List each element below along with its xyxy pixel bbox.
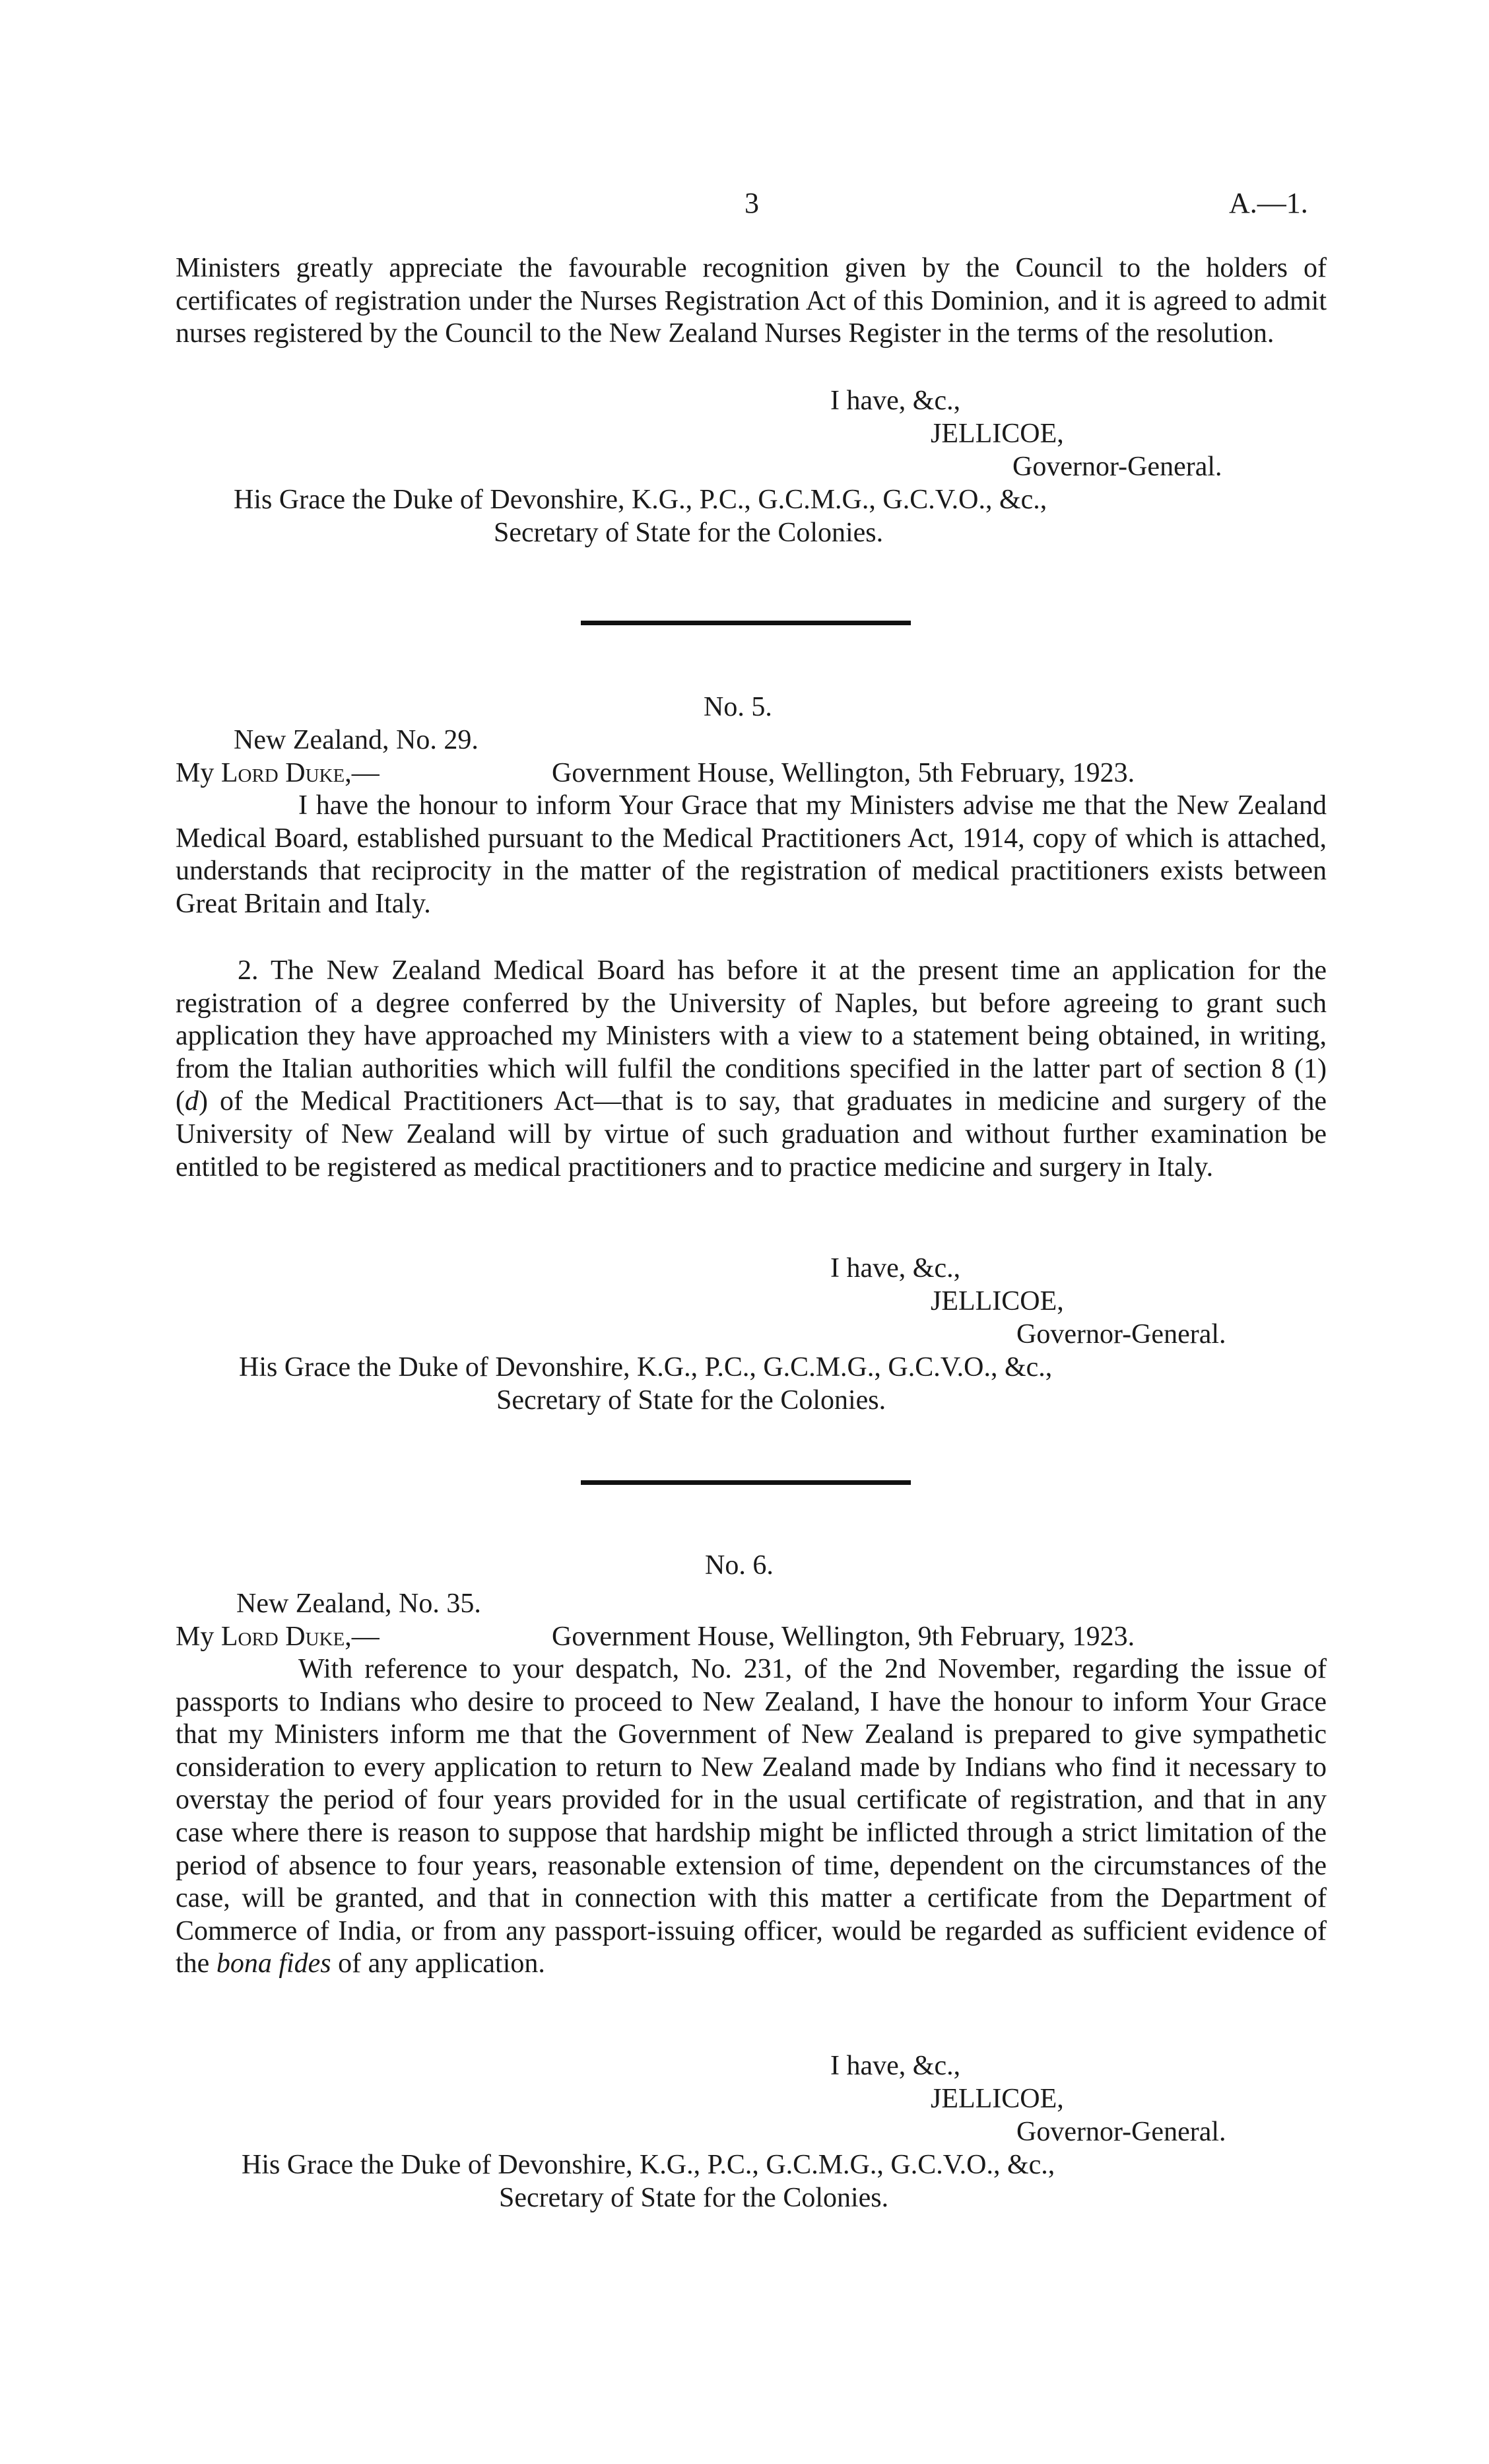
despatch-5-paragraph-1: I have the honour to inform Your Grace that my Ministers advise me that the New Zealand Medical Board, established pursuant to the Medical Practitioners Act, 1914, copy of which is attached, understands that reciprocity in the matter of the registration of medical practitioners exists between Great Britain and Italy. [176,790,1327,919]
addressee-3: His Grace the Duke of Devonshire, K.G., P.C., G.C.M.G., G.C.V.O., &c., [242,2150,1055,2180]
signatory-title-2: Governor-General. [1016,1319,1226,1350]
despatch-5-salutation: My Lord Duke,— [176,758,380,788]
closing-3: I have, &c., [830,2051,961,2081]
despatch-5-reference: New Zealand, No. 29. [234,725,479,755]
page-number: 3 [744,187,759,219]
signatory-name-3: JELLICOE, [931,2084,1064,2114]
addressee-title-2: Secretary of State for the Colonies. [496,1385,886,1416]
signatory-name-1: JELLICOE, [931,419,1064,449]
signatory-title-3: Governor-General. [1016,2117,1226,2147]
despatch-6-location-date: Government House, Wellington, 9th February, 1923. [552,1622,1135,1652]
addressee-2: His Grace the Duke of Devonshire, K.G., P.C., G.C.M.G., G.C.V.O., &c., [239,1352,1053,1383]
addressee-title-1: Secretary of State for the Colonies. [494,518,884,548]
section-divider-2 [581,1480,911,1485]
despatch-5-number: No. 5. [704,692,772,722]
despatch-6-reference: New Zealand, No. 35. [236,1589,481,1619]
document-reference: A.—1. [1229,187,1308,219]
section-divider-1 [581,621,911,625]
closing-1: I have, &c., [830,386,961,416]
signatory-name-2: JELLICOE, [931,1286,1064,1317]
addressee-title-3: Secretary of State for the Colonies. [499,2183,889,2213]
despatch-6-paragraph-1: With reference to your despatch, No. 231, of the 2nd November, regarding the issue of passports to Indians who desire to proceed to New Zealand, I have the honour to inform Your Grace that my Ministers inform me that the Government of New Zealand is prepared to give sympathetic consideration to every application to return to New Zealand made by Indians who find it necessary to overstay the period of four years provided for in the usual certificate of registration, and that in any case where there is reason to suppose that hardship might be inflicted through a strict limitation of the period of absence to four years, reasonable extension of time, dependent on the circumstances of the case, will be granted, and that in connection with this matter a certificate from the Department of Commerce of India, or from any passport-issuing officer, would be regarded as sufficient evidence of the bona fides of any application. [176,1654,1327,1979]
intro-paragraph: Ministers greatly appreciate the favourable recognition given by the Council to the holders of certificates of registration under the Nurses Registration Act of this Dominion, and it is agreed to admit nurses registered by the Council to the New Zealand Nurses Register in the terms of the resolution. [176,253,1327,349]
signatory-title-1: Governor-General. [1012,452,1222,482]
despatch-5-location-date: Government House, Wellington, 5th February, 1923. [552,758,1135,788]
despatch-5-paragraph-2: 2. The New Zealand Medical Board has before it at the present time an application for the registration of a degree conferred by the University of Naples, but before agreeing to grant such application they have approached my Ministers with a view to a statement being obtained, in writing, from the Italian authorities which will fulfil the conditions specified in the latter part of section 8 (1) (d) of the Medical Practitioners Act—that is to say, that graduates in medicine and surgery of the University of New Zealand will by virtue of such graduation and without further examination be entitled to be registered as medical practitioners and to practice medicine and surgery in Italy. [176,955,1327,1182]
closing-2: I have, &c., [830,1253,961,1283]
addressee-1: His Grace the Duke of Devonshire, K.G., P.C., G.C.M.G., G.C.V.O., &c., [234,485,1047,515]
despatch-6-number: No. 6. [705,1550,774,1581]
despatch-6-salutation: My Lord Duke,— [176,1622,380,1652]
